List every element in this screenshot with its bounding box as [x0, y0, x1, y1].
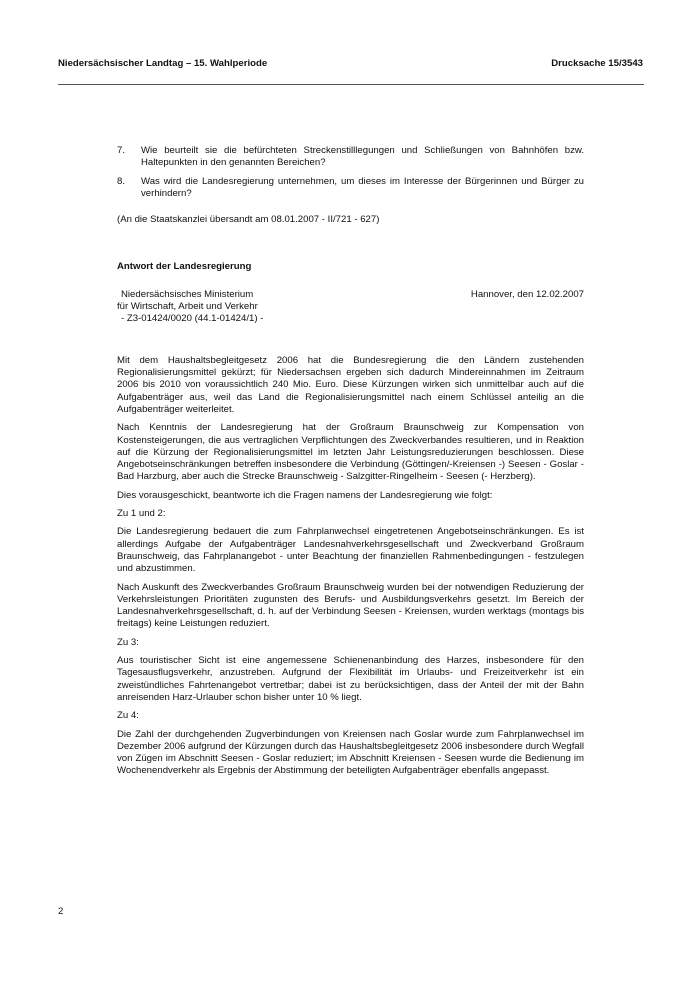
- question-text: Wie beurteilt sie die befürchteten Streckenstilllegungen und Schließungen von Bahnhöfen bzw. Haltepunkten in den genannten Bereichen?: [141, 145, 584, 169]
- answer-heading: Antwort der Landesregierung: [117, 261, 252, 273]
- document-body: [117, 145, 584, 784]
- body-paragraph: Dies vorausgeschickt, beantworte ich die Fragen namens der Landesregierung wie folgt:: [117, 489, 493, 501]
- sender-block: [117, 289, 584, 329]
- question-item: [117, 176, 584, 201]
- header-document-number: Drucksache 15/3543: [551, 58, 643, 69]
- sender-department: für Wirtschaft, Arbeit und Verkehr: [117, 301, 258, 313]
- header-title: Niedersächsischer Landtag – 15. Wahlperiode: [58, 58, 268, 69]
- section-heading: Zu 4:: [117, 710, 139, 722]
- header-rule: [58, 84, 644, 85]
- question-text: Was wird die Landesregierung unternehmen, um dieses im Interesse der Bürgerinnen und Bürger zu verhindern?: [141, 175, 584, 199]
- transmission-note: (An die Staatskanzlei übersandt am 08.01.2007 - II/721 - 627): [117, 214, 380, 226]
- body-paragraph: Nach Auskunft des Zweckverbandes Großraum Braunschweig wurden bei der notwendigen Reduzierung der Verkehrsleistungen Prioritäten zugunsten des Berufs- und Ausbildungsverkehrs gesetzt. Im Bereich der Landesnahverkehrsgesellschaft, d. h. auf der Verbindung Seesen - Kreiensen, wurden werktags (montags bis freitags) keine Leistungen reduziert.: [117, 581, 584, 630]
- question-number: 7.: [117, 145, 126, 156]
- body-paragraph: Die Zahl der durchgehenden Zugverbindungen von Kreiensen nach Goslar wurde zum Fahrplanwechsel im Dezember 2006 aufgrund der Kürzungen durch das Haushaltsbegleitgesetz 2006 insbesondere durch Wegfall von Zügen im Abschnitt Seesen - Goslar reduziert; im Abschnitt Kreiensen - Seesen wurde die Bedienung im Wochenendverkehr als Ergebnis der Abstimmung der beteiligten Aufgabenträger ebenfalls angepasst.: [117, 728, 584, 777]
- body-paragraph: Die Landesregierung bedauert die zum Fahrplanwechsel eingetretenen Angebotseinschränkungen. Es ist allerdings Aufgabe der Aufgabenträger Landesnahverkehrsgesellschaft und Zweckverband Großraum Braunschweig, das Fahrplanangebot - unter Beachtung der finanziellen Rahmenbedingungen - festzulegen und abzustimmen.: [117, 526, 584, 575]
- sender-ministry: Niedersächsisches Ministerium: [121, 288, 254, 300]
- body-paragraph: Aus touristischer Sicht ist eine angemessene Schienenanbindung des Harzes, insbesondere für den Tagesausflugsverkehr, anzustreben. Aufgrund der Flexibilität im Urlaubs- und Freizeitverkehr ist ein zweistündliches Fahrtenangebot vertretbar; dabei ist zu berücksichtigen, dass der Anteil der mit der Bahn anreisenden Harz-Urlauber schon bisher unter 10 % liegt.: [117, 655, 584, 703]
- body-paragraph: Mit dem Haushaltsbegleitgesetz 2006 hat die Bundesregierung die den Ländern zustehenden Regionalisierungsmittel gekürzt; für Niedersachsen ergeben sich dadurch Mindereinnahmen im Zeitraum 2006 bis 2010 von voraussichtlich 240 Mio. Euro. Diese Kürzungen wirken sich unmittelbar auch auf die Aufgabenträger aus, weil das Land die Regionalisierungsmittel nach einem Schlüssel anteilig an die Aufgabenträger weiterleitet.: [117, 354, 584, 415]
- sender-reference: - Z3-01424/0020 (44.1-01424/1) -: [121, 313, 264, 325]
- question-number: 8.: [117, 175, 126, 187]
- section-heading: Zu 3:: [117, 636, 139, 648]
- section-heading: Zu 1 und 2:: [117, 508, 166, 520]
- body-paragraph: Nach Kenntnis der Landesregierung hat der Großraum Braunschweig zur Kompensation von Kostensteigerungen, die aus vertraglichen Verpflichtungen des Zweckverbandes resultieren, und in Reaktion auf die Kürzung der Regionalisierungsmittel im letzten Jahr Leistungsreduzierungen beschlossen. Diese Angebotseinschränkungen betreffen insbesondere die Verbindung (Göttingen/-Kreiensen -) Seesen - Goslar - Bad Harzburg, aber auch die Strecke Braunschweig - Salzgitter-Ringelheim - Seesen (- Herzberg).: [117, 422, 584, 483]
- sender-date: Hannover, den 12.02.2007: [470, 288, 584, 300]
- question-item: [117, 145, 584, 170]
- page-number: 2: [58, 906, 64, 917]
